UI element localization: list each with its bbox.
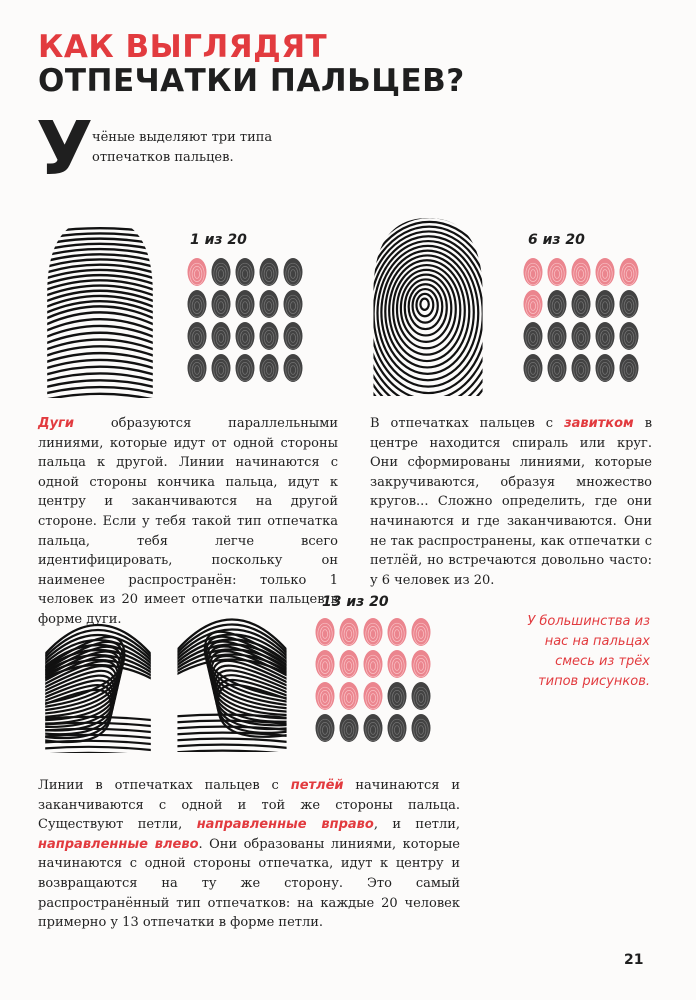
gray-print-mark — [524, 322, 543, 350]
text-run: в центре находится спираль или круг. Они сформированы линиями, которые закручиваются, образуя множество кругов... Сложно определить, где они начинаются и где заканчиваются. Они не так распространены, как отпечатки с петлёй, но встречаются довольно часто: у 6 человек из 20. — [370, 416, 653, 588]
gray-print-mark — [548, 354, 567, 382]
red-print-mark — [412, 618, 431, 646]
red-print-mark — [340, 618, 359, 646]
gray-print-mark — [260, 322, 279, 350]
text-run: начинаются и заканчиваются с одной и той же стороны пальца. Существуют петли, — [38, 778, 460, 833]
highlighted-term: петлёй — [290, 778, 344, 793]
gray-print-mark — [572, 354, 591, 382]
gray-print-mark — [236, 354, 255, 382]
gray-print-mark — [188, 354, 207, 382]
arch-ratio-label: 1 из 20 — [190, 232, 247, 248]
gray-print-mark — [548, 290, 567, 318]
gray-print-mark — [412, 714, 431, 742]
red-print-mark — [364, 618, 383, 646]
gray-print-mark — [260, 258, 279, 286]
arch-prints-grid — [186, 256, 311, 386]
gray-print-mark — [212, 258, 231, 286]
highlighted-term: направленные влево — [38, 836, 199, 852]
side-note: У большинства из нас на пальцах смесь из трёх типов рисунков. — [527, 614, 650, 689]
gray-print-mark — [316, 714, 335, 742]
gray-print-mark — [212, 322, 231, 350]
gray-print-mark — [284, 322, 303, 350]
drop-cap: У — [36, 106, 94, 192]
red-print-mark — [316, 618, 335, 646]
text-run: Линии в отпечатках пальцев с — [38, 778, 291, 793]
whorl-prints-grid — [522, 256, 647, 386]
gray-print-mark — [340, 714, 359, 742]
gray-print-mark — [188, 290, 207, 318]
red-print-mark — [620, 258, 639, 286]
red-print-mark — [412, 650, 431, 678]
red-print-mark — [340, 682, 359, 710]
text-run: В отпечатках пальцев с — [370, 416, 565, 431]
gray-print-mark — [620, 322, 639, 350]
red-print-mark — [340, 650, 359, 678]
whorl-description — [370, 414, 652, 590]
page-title-line-2: ОТПЕЧАТКИ ПАЛЬЦЕВ? — [38, 63, 465, 99]
gray-print-mark — [596, 322, 615, 350]
gray-print-mark — [284, 354, 303, 382]
red-print-mark — [364, 682, 383, 710]
gray-print-mark — [212, 290, 231, 318]
red-print-mark — [524, 258, 543, 286]
gray-print-mark — [236, 258, 255, 286]
red-print-mark — [364, 650, 383, 678]
gray-print-mark — [596, 290, 615, 318]
red-print-mark — [316, 682, 335, 710]
gray-print-mark — [388, 714, 407, 742]
gray-print-mark — [364, 714, 383, 742]
gray-print-mark — [548, 322, 567, 350]
loop-fingerprint-image-left — [170, 578, 294, 752]
highlighted-term: завитком — [564, 416, 634, 431]
intro-text: чёные выделяют три типа отпечатков пальцев. — [92, 130, 273, 165]
gray-print-mark — [572, 322, 591, 350]
red-print-mark — [188, 258, 207, 286]
red-print-mark — [572, 258, 591, 286]
gray-print-mark — [260, 290, 279, 318]
gray-print-mark — [572, 290, 591, 318]
loop-prints-grid — [314, 616, 439, 746]
gray-print-mark — [284, 290, 303, 318]
gray-print-mark — [524, 354, 543, 382]
gray-print-mark — [620, 290, 639, 318]
gray-print-mark — [236, 290, 255, 318]
gray-print-mark — [212, 354, 231, 382]
red-print-mark — [524, 290, 543, 318]
gray-print-mark — [388, 682, 407, 710]
loop-description — [38, 776, 460, 933]
red-print-mark — [388, 650, 407, 678]
gray-print-mark — [284, 258, 303, 286]
loop-fingerprint-image-right — [38, 585, 158, 753]
gray-print-mark — [620, 354, 639, 382]
red-print-mark — [548, 258, 567, 286]
highlighted-term: Дуги — [38, 416, 74, 431]
text-run: , и петли, — [373, 817, 461, 833]
gray-print-mark — [596, 354, 615, 382]
whorl-fingerprint-image — [366, 218, 490, 396]
red-print-mark — [388, 618, 407, 646]
gray-print-mark — [412, 682, 431, 710]
whorl-ratio-label: 6 из 20 — [528, 232, 585, 248]
highlighted-term: направленные вправо — [196, 817, 374, 833]
gray-print-mark — [236, 322, 255, 350]
red-print-mark — [316, 650, 335, 678]
page-title-line-1: КАК ВЫГЛЯДЯТ — [38, 29, 328, 65]
page-number: 21 — [624, 952, 644, 968]
red-print-mark — [596, 258, 615, 286]
arch-fingerprint-image — [40, 218, 160, 398]
gray-print-mark — [188, 322, 207, 350]
gray-print-mark — [260, 354, 279, 382]
text-run: образуются параллельными линиями, которые идут от одной стороны пальца к другой. Линии начинаются с одной стороны кончика пальца, идут к центру и заканчиваются на другой стороне. Если у тебя такой тип отпечатка пальца, тебя легче всего идентифицировать, поскольку он наименее распространён: только 1 человек из 20 имеет отпечатки пальцев в форме дуги. — [38, 416, 338, 627]
loop-ratio-label: 13 из 20 — [322, 594, 389, 610]
text-run: . Они образованы линиями, которые начинаются с одной стороны отпечатка, идут к центру и возвращаются на ту же сторону. Это самый распространённый тип отпечатков: на каждые 20 человек примерно у 13 отпечатки в форме петли. — [38, 836, 460, 931]
